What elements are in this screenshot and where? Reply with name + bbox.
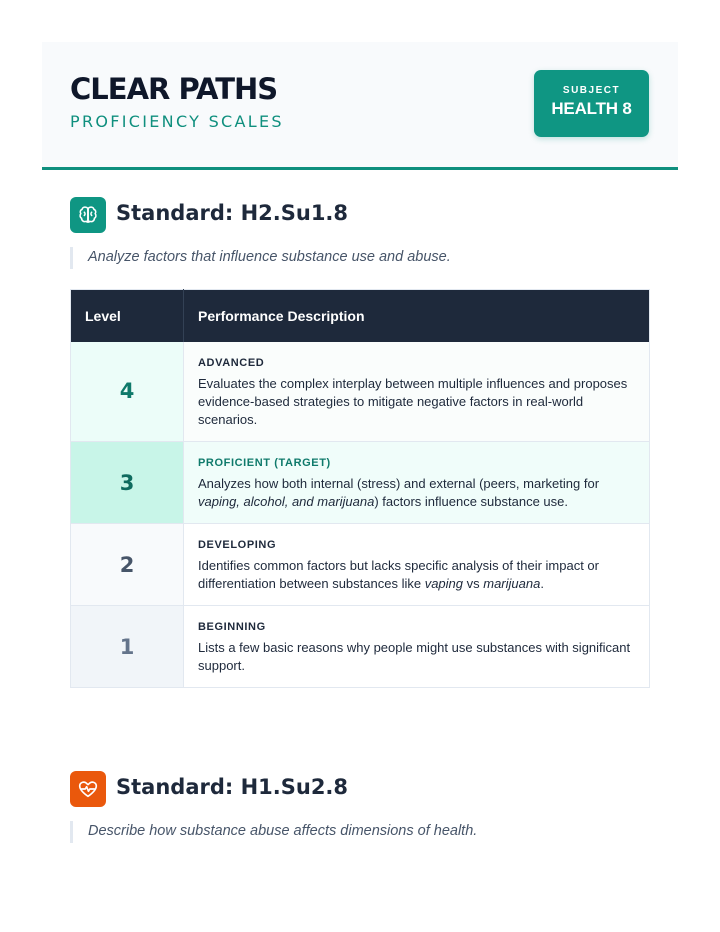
level-description [184,606,650,688]
level-number: 3 [71,442,184,524]
subject-label: SUBJECT [562,85,621,96]
brand-title: CLEAR PATHS [70,72,278,106]
level-text: Evaluates the complex interplay between multiple influences and proposes evidence-based strategies to mitigate negative factors in real-world scenarios. [198,375,628,427]
page-header [42,42,678,170]
level-name: DEVELOPING [198,539,277,551]
table-row [71,342,650,442]
level-description [184,524,650,606]
standard-title: Standard: H1.Su2.8 [116,775,349,799]
level-number: 1 [71,606,184,688]
standard-description: Analyze factors that influence substance use and abuse. [70,247,451,269]
level-name: PROFICIENT (TARGET) [198,457,331,469]
standard-title: Standard: H2.Su1.8 [116,201,349,225]
level-description [184,442,650,524]
level-text: Analyzes how both internal (stress) and external (peers, marketing for vaping, alcohol, and marijuana) factors influence substance use. [198,476,600,509]
brand-subtitle: PROFICIENCY SCALES [70,112,284,131]
subject-badge [534,70,649,137]
column-header-level: Level [71,290,184,342]
brain-icon [70,197,106,233]
table-row [71,524,650,606]
level-name: BEGINNING [198,621,266,633]
column-header-description: Performance Description [184,290,650,342]
level-number: 4 [71,342,184,442]
level-text: Lists a few basic reasons why people might use substances with significant support. [198,640,631,673]
level-text: Identifies common factors but lacks specific analysis of their impact or differentiation between substances like vaping vs marijuana. [198,558,599,591]
proficiency-table [70,289,650,688]
table-row [71,442,650,524]
table-header-row [71,290,650,342]
standard-description: Describe how substance abuse affects dimensions of health. [70,821,477,843]
table-row [71,606,650,688]
level-name: ADVANCED [198,356,265,369]
level-description [184,342,650,442]
subject-value: HEALTH 8 [551,99,632,118]
heart-pulse-icon [70,771,106,807]
level-number: 2 [71,524,184,606]
